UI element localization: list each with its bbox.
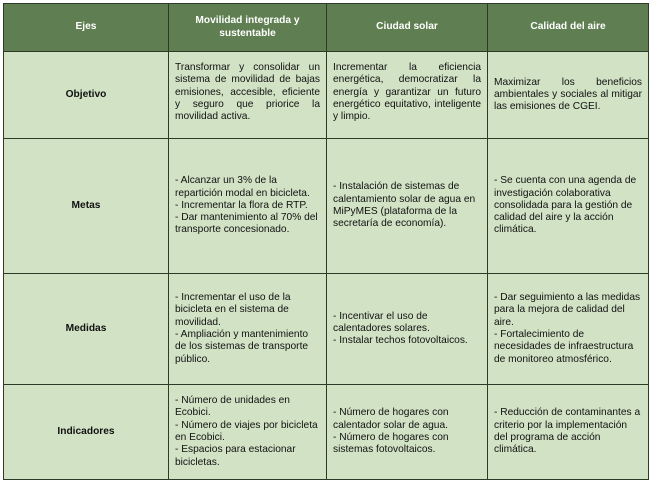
cell-metas-ciudad-solar	[327, 139, 488, 274]
cell-objetivo-calidad-aire: Maximizar los beneficios ambientales y sociales al mitigar las emisiones de CGEI.	[488, 52, 649, 139]
list-item: - Número de hogares con sistemas fotovoltaicos.	[333, 432, 449, 456]
cell-metas-movilidad	[169, 139, 327, 274]
header-ejes: Ejes	[4, 4, 169, 52]
list-item: - Incrementar la flora de RTP.	[175, 199, 308, 211]
cell-indicadores-calidad-aire	[488, 385, 649, 480]
strategy-table	[3, 3, 649, 480]
cell-objetivo-movilidad: Transformar y consolidar un sistema de movilidad de bajas emisiones, accesible, eficiente y seguro que priorice la movilidad activa.	[169, 52, 327, 139]
list-item: - Instalación de sistemas de calentamiento solar de agua en MiPyMES (plataforma de la secretaría de economía).	[333, 181, 476, 230]
list-item: - Espacios para estacionar bicicletas.	[175, 444, 296, 468]
list-item: - Dar seguimiento a las medidas para la mejora de calidad del aire.	[494, 292, 641, 328]
header-movilidad: Movilidad integrada y sustentable	[169, 4, 327, 52]
list-item: - Se cuenta con una agenda de investigación colaborativa consolidada para la gestión de calidad del aire y la acción climática.	[494, 175, 637, 236]
strategy-table-container	[3, 3, 648, 479]
row-label-medidas: Medidas	[4, 274, 169, 385]
list-item: - Fortalecimiento de necesidades de infraestructura de monitoreo atmosférico.	[494, 329, 634, 365]
list-item: - Número de hogares con calentador solar de agua.	[333, 407, 449, 431]
cell-indicadores-movilidad	[169, 385, 327, 480]
cell-metas-calidad-aire	[488, 139, 649, 274]
header-ciudad-solar: Ciudad solar	[327, 4, 488, 52]
header-calidad-aire: Calidad del aire	[488, 4, 649, 52]
table-row-metas	[4, 139, 649, 274]
row-label-metas: Metas	[4, 139, 169, 274]
list-item: - Número de viajes por bicicleta en Ecobici.	[175, 419, 318, 443]
list-item: - Ampliación y mantenimiento de los sistemas de transporte público.	[175, 329, 309, 365]
table-row-medidas	[4, 274, 649, 385]
list-item: - Reducción de contaminantes a criterio por la implementación del programa de acción climática.	[494, 407, 641, 456]
cell-medidas-ciudad-solar	[327, 274, 488, 385]
header-row	[4, 4, 649, 52]
cell-indicadores-ciudad-solar	[327, 385, 488, 480]
row-label-indicadores: Indicadores	[4, 385, 169, 480]
list-item: - Incrementar el uso de la bicicleta en el sistema de movilidad.	[175, 292, 291, 328]
list-item: - Dar mantenimiento al 70% del transporte concesionado.	[175, 212, 318, 236]
cell-medidas-calidad-aire	[488, 274, 649, 385]
row-label-objetivo: Objetivo	[4, 52, 169, 139]
list-item: - Alcanzar un 3% de la repartición modal en bicicleta.	[175, 175, 310, 199]
list-item: - Número de unidades en Ecobici.	[175, 395, 290, 419]
cell-medidas-movilidad	[169, 274, 327, 385]
table-row-indicadores	[4, 385, 649, 480]
cell-objetivo-ciudad-solar: Incrementar la eficiencia energética, democratizar la energía y garantizar un futuro energético equitativo, inteligente y limpio.	[327, 52, 488, 139]
table-row-objetivo	[4, 52, 649, 139]
list-item: - Incentivar el uso de calentadores solares.	[333, 310, 430, 334]
list-item: - Instalar techos fotovoltaicos.	[333, 335, 468, 347]
